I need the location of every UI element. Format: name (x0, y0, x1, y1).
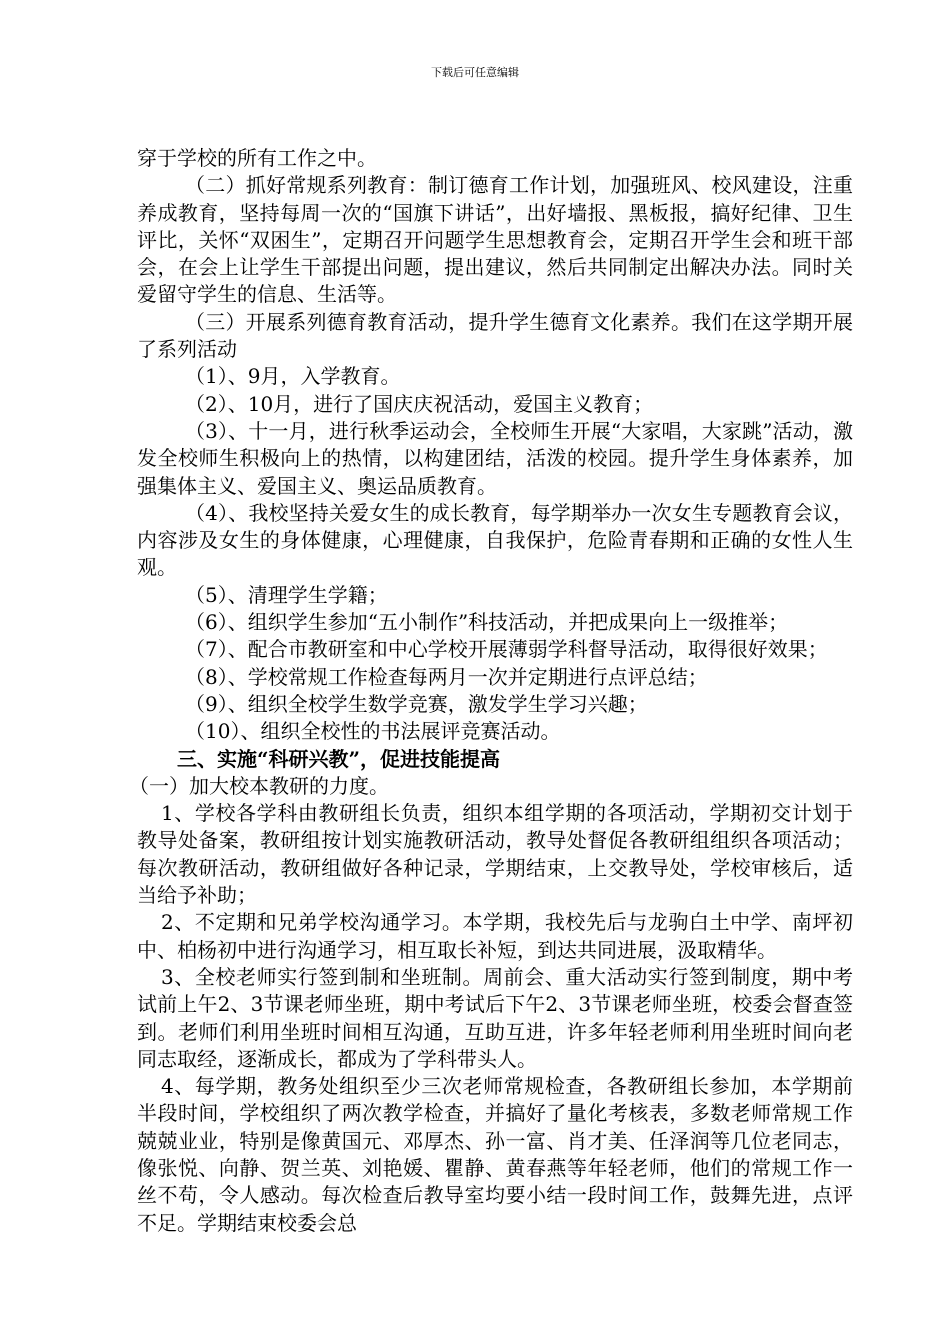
list-item: （2）、10月，进行了国庆庆祝活动，爱国主义教育； (185, 391, 654, 416)
list-item: （6）、组织学生参加“五小制作”科技活动，并把成果向上一级推举； (185, 610, 789, 635)
list-item: （10）、组织全校性的书法展评竞赛活动。 (185, 719, 561, 744)
page-header: 下载后可任意编辑 (431, 66, 519, 79)
section-heading: 三、实施“科研兴教”，促进技能提高 (177, 746, 501, 771)
list-item: （1）、9月，入学教育。 (185, 364, 401, 389)
document-body (129, 145, 853, 1237)
list-item: （8）、学校常规工作检查每两月一次并定期进行点评总结； (185, 664, 708, 689)
list-item: （3）、十一月，进行秋季运动会，全校师生开展“大家唱，大家跳”活动，激发全校师生积极向上的热情，以构建团结，活泼的校园。提升学生身体素养，加强集体主义、爱国主义、奥运品质教育。 (137, 418, 853, 498)
paragraph: 2、不定期和兄弟学校沟通学习。本学期，我校先后与龙驹白土中学、南坪初中、柏杨初中进行沟通学习，相互取长补短，到达共同进展，汲取精华。 (137, 910, 853, 962)
paragraph: （二）抓好常规系列教育：制订德育工作计划，加强班风、校风建设，注重养成教育，坚持每周一次的“国旗下讲话”，出好墙报、黑板报，搞好纪律、卫生评比，关怀“双困生”，定期召开问题学生思想教育会，定期召开学生会和班干部会，在会上让学生干部提出问题，提出建议，然后共同制定出解决办法。同时关爱留守学生的信息、生活等。 (137, 173, 853, 307)
paragraph: 3、全校老师实行签到制和坐班制。周前会、重大活动实行签到制度，期中考试前上午2、3节课老师坐班，期中考试后下午2、3节课老师坐班，校委会督查签到。老师们利用坐班时间相互沟通，互助互进，许多年轻老师利用坐班时间向老同志取经，逐渐成长，都成为了学科带头人。 (137, 964, 853, 1071)
list-item: （9）、组织全校学生数学竞赛，激发学生学习兴趣； (185, 691, 648, 716)
paragraph: 4、每学期，教务处组织至少三次老师常规检查，各教研组长参加，本学期前半段时间，学校组织了两次教学检查，并搞好了量化考核表，多数老师常规工作兢兢业业，特别是像黄国元、邓厚杰、孙一富、肖才美、任泽润等几位老同志，像张悦、向静、贺兰英、刘艳媛、瞿静、黄春燕等年轻老师，他们的常规工作一丝不苟，令人感动。每次检查后教导室均要小结一段时间工作，鼓舞先进，点评不足。学期结束校委会总 (137, 1074, 853, 1235)
paragraph: 穿于学校的所有工作之中。 (137, 146, 377, 170)
list-item: （7）、配合市教研室和中心学校开展薄弱学科督导活动，取得很好效果； (185, 637, 828, 662)
paragraph: （三）开展系列德育教育活动，提升学生德育文化素养。我们在这学期开展了系列活动 (137, 309, 853, 362)
list-item: （5）、清理学生学籍； (185, 582, 388, 607)
paragraph: 1、学校各学科由教研组长负责，组织本组学期的各项活动，学期初交计划于教导处备案，教研组按计划实施教研活动，教导处督促各教研组组织各项活动；每次教研活动，教研组做好各种记录，学期结束，上交教导处，学校审核后，适当给予补助； (137, 801, 853, 908)
list-item: （4）、我校坚持关爱女生的成长教育，每学期举办一次女生专题教育会议，内容涉及女生的身体健康，心理健康，自我保护，危险青春期和正确的女性人生观。 (137, 500, 853, 580)
subsection-heading: （一）加大校本教研的力度。 (129, 773, 389, 798)
